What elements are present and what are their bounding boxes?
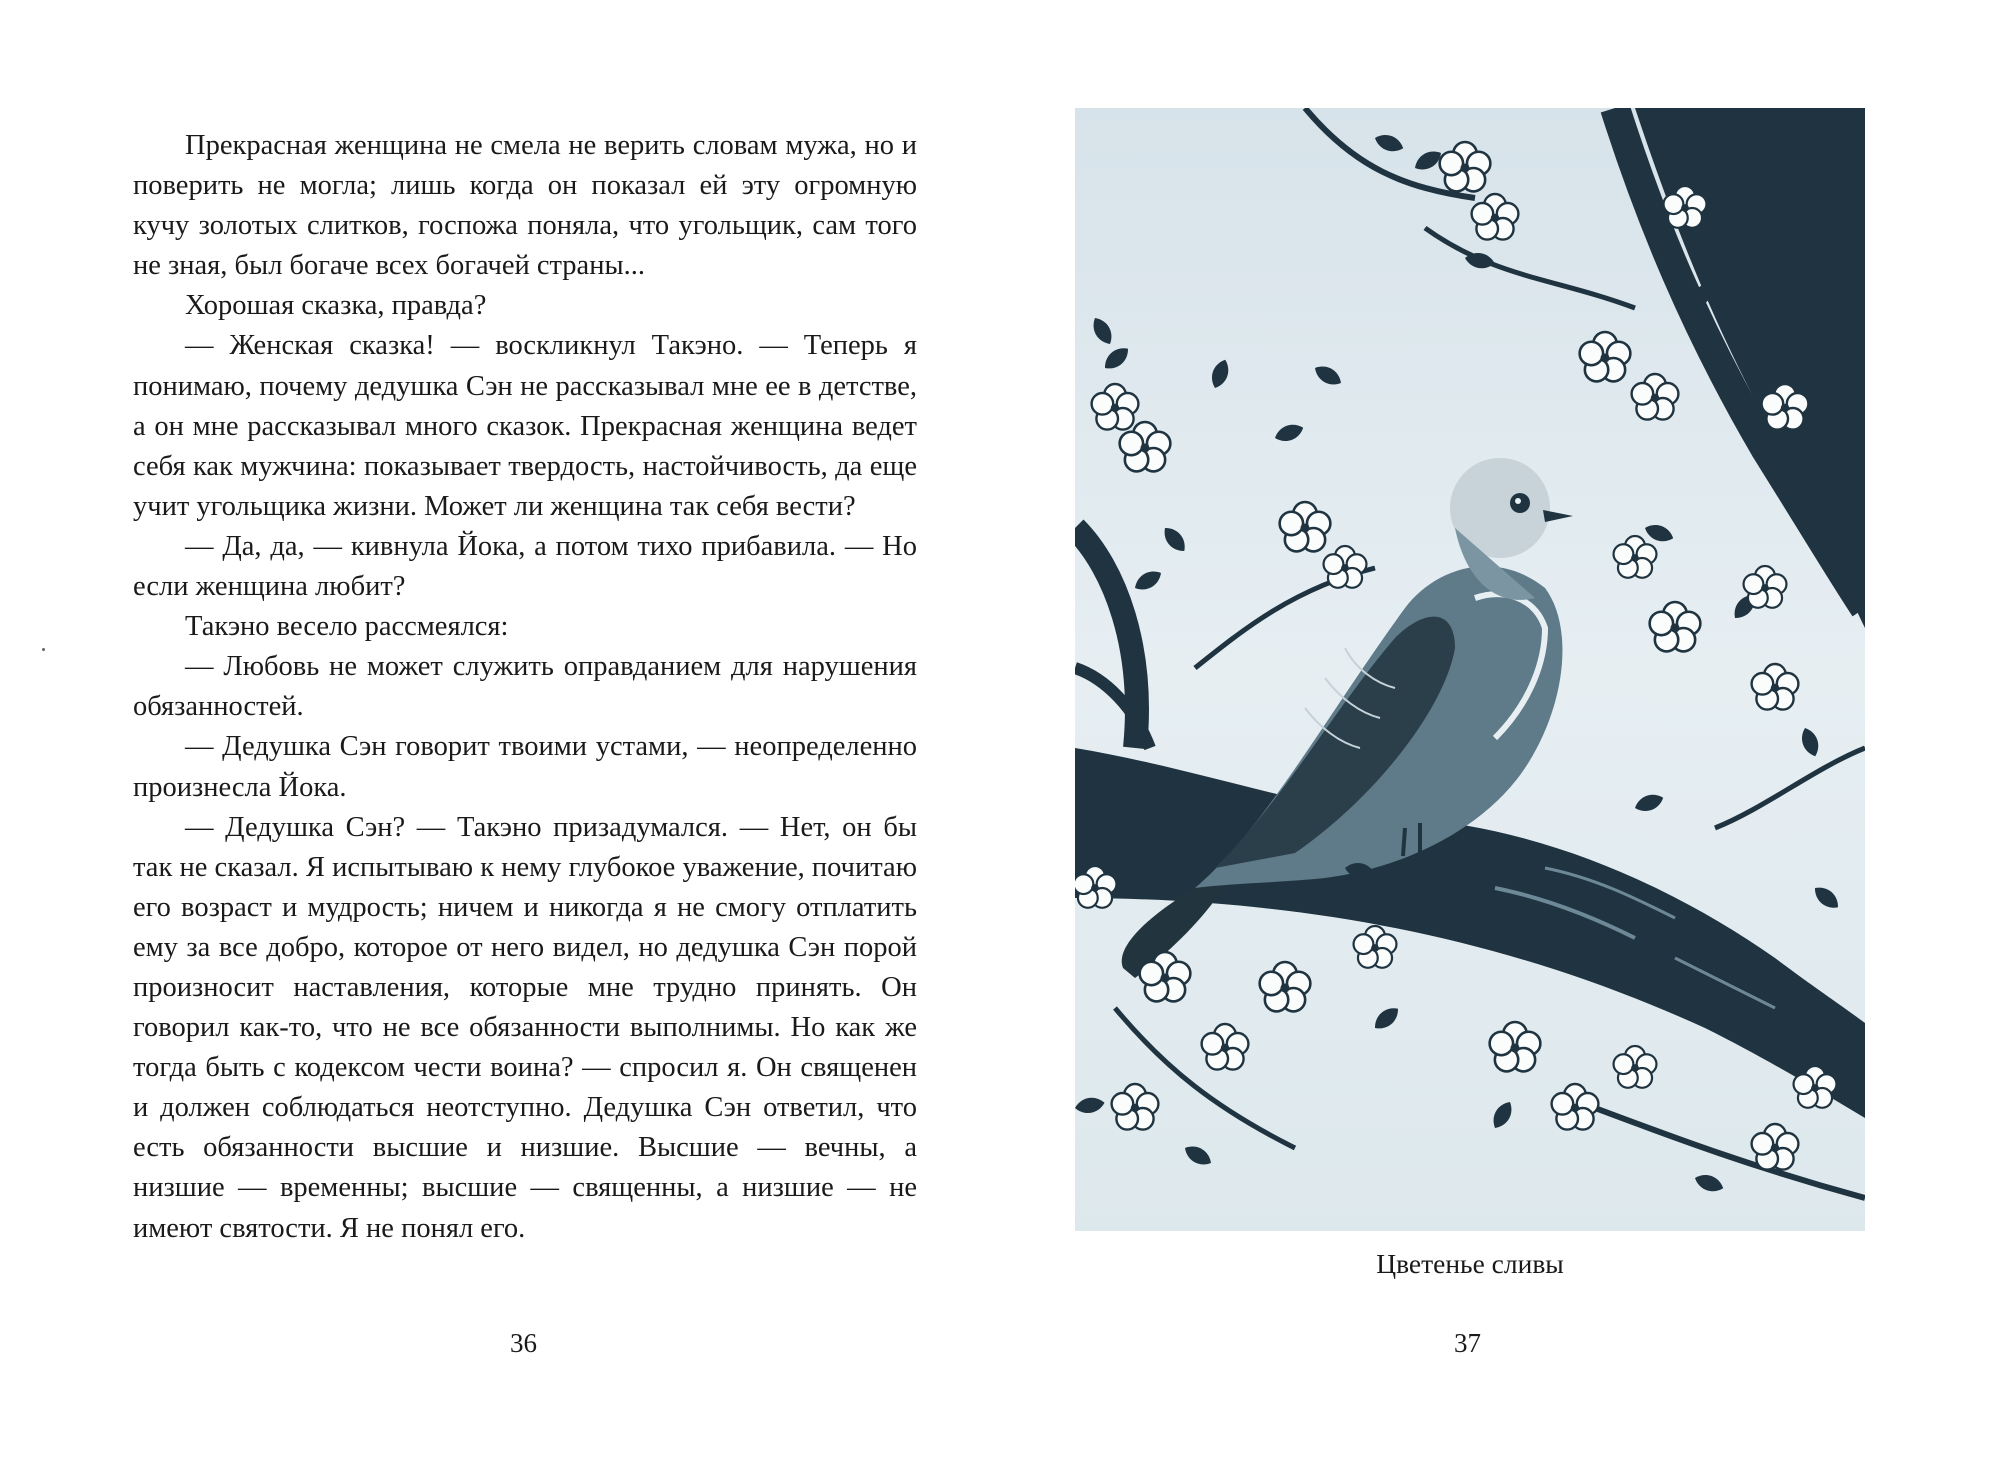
paragraph: Прекрасная женщина не смела не верить словам мужа, но и поверить не могла; лишь когда он показал ей эту огромную кучу золотых слитков, госпожа поняла, что угольщик, сам того не зная, был богаче всех богачей страны... <box>133 130 917 282</box>
right-page <box>1000 0 2000 1478</box>
paragraph: — Дедушка Сэн? — Такэно призадумался. — Нет, он бы так не сказал. Я испытываю к нему глубокое уважение, почитаю его возраст и мудрость; ничем и никогда я не смогу отплатить ему за все добро, которое от него видел, но дедушка Сэн порой произносит наставления, которые мне трудно принять. Он говорил как-то, что не все обязанности выполнимы. Но как же тогда быть с кодексом чести воина? — спросил я. Он священен и должен соблюдаться неотступно. Дедушка Сэн ответил, что есть обязанности высшие и низшие. Высшие — вечны, а низшие — временны; высшие — священны, а низшие — не имеют святости. Я не понял его. <box>133 811 917 1244</box>
illustration-caption: Цветенье сливы <box>1376 1248 1564 1279</box>
paragraph: — Дедушка Сэн говорит твоими устами, — неопределенно произнесла Йока. <box>133 731 917 803</box>
scan-speck <box>42 648 45 651</box>
body-text <box>133 126 917 1249</box>
page-number-left: 36 <box>510 1328 537 1358</box>
paragraph: — Да, да, — кивнула Йока, а потом тихо прибавила. — Но если женщина любит? <box>133 530 917 603</box>
paragraph: Хорошая сказка, правда? <box>185 290 487 322</box>
plum-blossom-bird-illustration <box>1075 108 1865 1231</box>
paragraph: — Любовь не может служить оправданием для нарушения обязанностей. <box>133 651 917 723</box>
page-number-right: 37 <box>1454 1328 1481 1358</box>
paragraph: Такэно весело рассмеялся: <box>185 611 509 643</box>
paragraph: — Женская сказка! — воскликнул Такэно. — Теперь я понимаю, почему дедушка Сэн не рассказывал мне ее в детстве, а он мне рассказывал много сказок. Прекрасная женщина ведет себя как мужчина: показывает твердость, настойчивость, да еще учит угольщика жизни. Может ли женщина так себя вести? <box>133 330 917 522</box>
